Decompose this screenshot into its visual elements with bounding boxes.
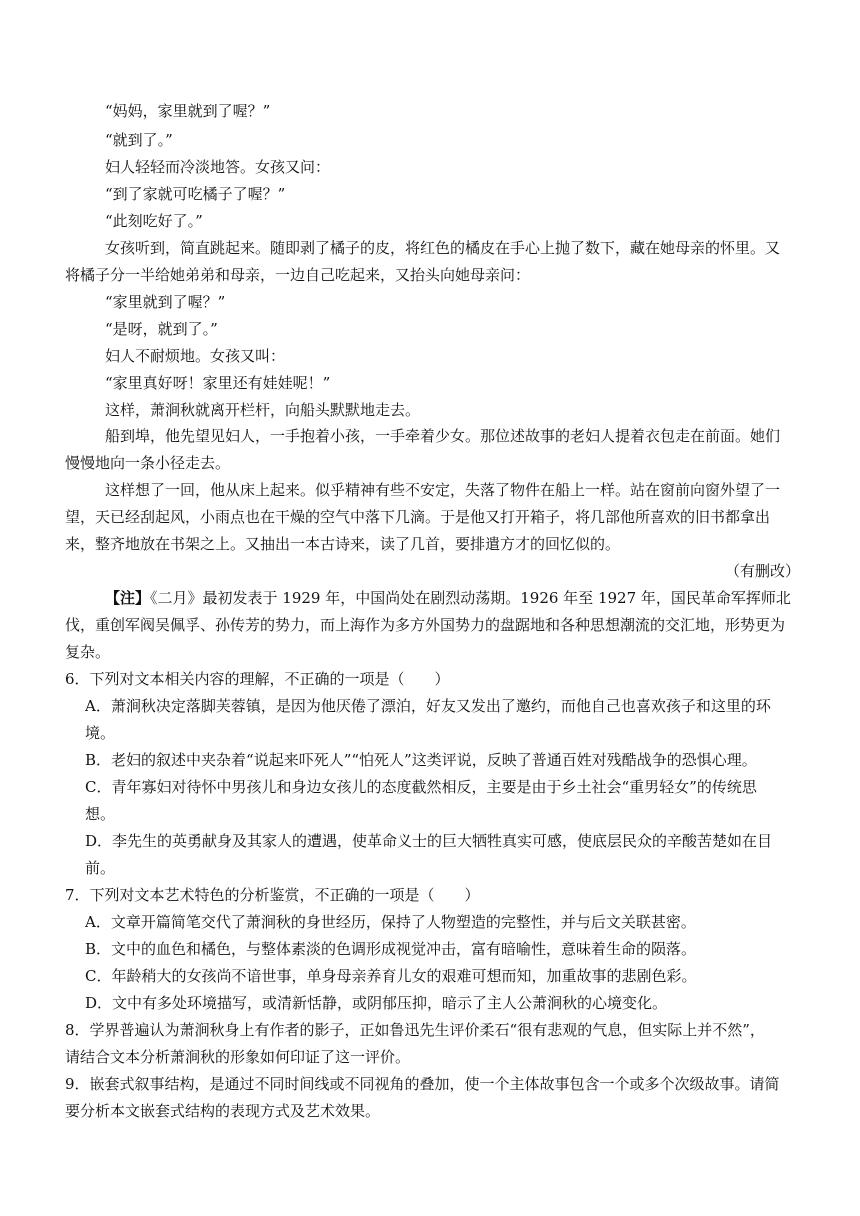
dialogue-line: “是呀，就到了。”: [105, 320, 218, 338]
question-6-option-c: C．青年寡妇对待怀中男孩儿和身边女孩儿的态度截然相反，主要是由于乡土社会“重男轻女”的传统思: [85, 778, 757, 796]
question-7-option-d: D．文中有多处环境描写，或清新恬静，或阴郁压抑，暗示了主人公萧涧秋的心境变化。: [85, 994, 668, 1012]
dialogue-line: “妈妈，家里就到了喔？”: [105, 102, 271, 120]
paragraph-line: 女孩听到，简直跳起来。随即剥了橘子的皮，将红色的橘皮在手心上抛了数下，藏在她母亲的怀里。又: [105, 239, 781, 257]
dialogue-line: “家里就到了喔？”: [105, 293, 226, 311]
question-7-stem: 7．下列对文本艺术特色的分析鉴赏，不正确的一项是（ ）: [65, 886, 480, 904]
dialogue-line: “到了家就可吃橘子了喔？”: [105, 185, 286, 203]
question-6-option-a-cont: 境。: [85, 724, 116, 742]
question-7-option-a: A．文章开篇简笔交代了萧涧秋的身世经历，保持了人物塑造的完整性，并与后文关联甚密。: [85, 913, 696, 931]
narration-line: 妇人轻轻而冷淡地答。女孩又问：: [105, 158, 331, 176]
paragraph-line: 慢慢地向一条小径走去。: [65, 454, 231, 472]
question-6-option-a: A．萧涧秋决定落脚芙蓉镇，是因为他厌倦了漂泊，好友又发出了邀约，而他自己也喜欢孩子和这里的环: [85, 697, 771, 715]
narration-line: 这样，萧涧秋就离开栏杆，向船头默默地走去。: [105, 401, 421, 419]
question-6-option-d-cont: 前。: [85, 859, 116, 877]
dialogue-line: “家里真好呀！家里还有娃娃呢！”: [105, 374, 331, 392]
annotation-line: 复杂。: [65, 643, 111, 661]
paragraph-line: 这样想了一回，他从床上起来。似乎精神有些不安定，失落了物件在船上一样。站在窗前向窗外望了一: [105, 481, 781, 499]
dialogue-line: “就到了。”: [105, 131, 173, 149]
question-8-stem: 8．学界普遍认为萧涧秋身上有作者的影子，正如鲁迅先生评价柔石“很有悲观的气息，但实际上并不然”，: [65, 1021, 765, 1039]
paragraph-line: 将橘子分一半给她弟弟和母亲，一边自己吃起来，又抬头向她母亲问：: [65, 266, 531, 284]
paragraph-line: 望，天已经刮起风，小雨点也在干燥的空气中落下几滴。于是他又打开箱子，将几部他所喜欢的旧书都拿出: [65, 508, 771, 526]
question-8-stem-cont: 请结合文本分析萧涧秋的形象如何印证了这一评价。: [65, 1048, 411, 1066]
edit-note: （有删改）: [724, 562, 800, 580]
paragraph-line: 船到埠，他先望见妇人，一手抱着小孩，一手牵着少女。那位述故事的老妇人提着衣包走在前面。她们: [105, 427, 781, 445]
question-6-option-c-cont: 想。: [85, 805, 116, 823]
question-6-stem: 6．下列对文本相关内容的理解，不正确的一项是（ ）: [65, 670, 450, 688]
question-9-stem: 9．嵌套式叙事结构，是通过不同时间线或不同视角的叠加，使一个主体故事包含一个或多个次级故事。请简: [65, 1075, 780, 1093]
question-7-option-b: B．文中的血色和橘色，与整体素淡的色调形成视觉冲击，富有暗喻性，意味着生命的陨落。: [85, 940, 697, 958]
annotation-line: 伐，重创军阀吴佩孚、孙传芳的势力，而上海作为多方外国势力的盘踞地和各种思想潮流的交汇地，形势更为: [65, 616, 786, 634]
narration-line: 妇人不耐烦地。女孩又叫：: [105, 347, 286, 365]
annotation-line: [105, 588, 791, 608]
question-6-option-b: B．老妇的叙述中夹杂着“说起来吓死人”“怕死人”这类评说，反映了普通百姓对残酷战争的恐惧心理。: [85, 751, 757, 769]
dialogue-line: “此刻吃好了。”: [105, 212, 203, 230]
question-6-option-d: D．李先生的英勇献身及其家人的遭遇，使革命义士的巨大牺牲真实可感，使底层民众的辛酸苦楚如在目: [85, 832, 773, 850]
annotation-text: 《二月》最初发表于 1929 年，中国尚处在剧烈动荡期。1926 年至 1927 年，国民革命军挥师北: [150, 589, 791, 607]
paragraph-line: 来，整齐地放在书架之上。又抽出一本古诗来，读了几首，要排遣方才的回忆似的。: [65, 535, 621, 553]
question-7-option-c: C．年龄稍大的女孩尚不谙世事，单身母亲养育儿女的艰难可想而知，加重故事的悲剧色彩。: [85, 967, 697, 985]
annotation-label: 【注】: [105, 589, 151, 607]
question-9-stem-cont: 要分析本文嵌套式结构的表现方式及艺术效果。: [65, 1102, 381, 1120]
